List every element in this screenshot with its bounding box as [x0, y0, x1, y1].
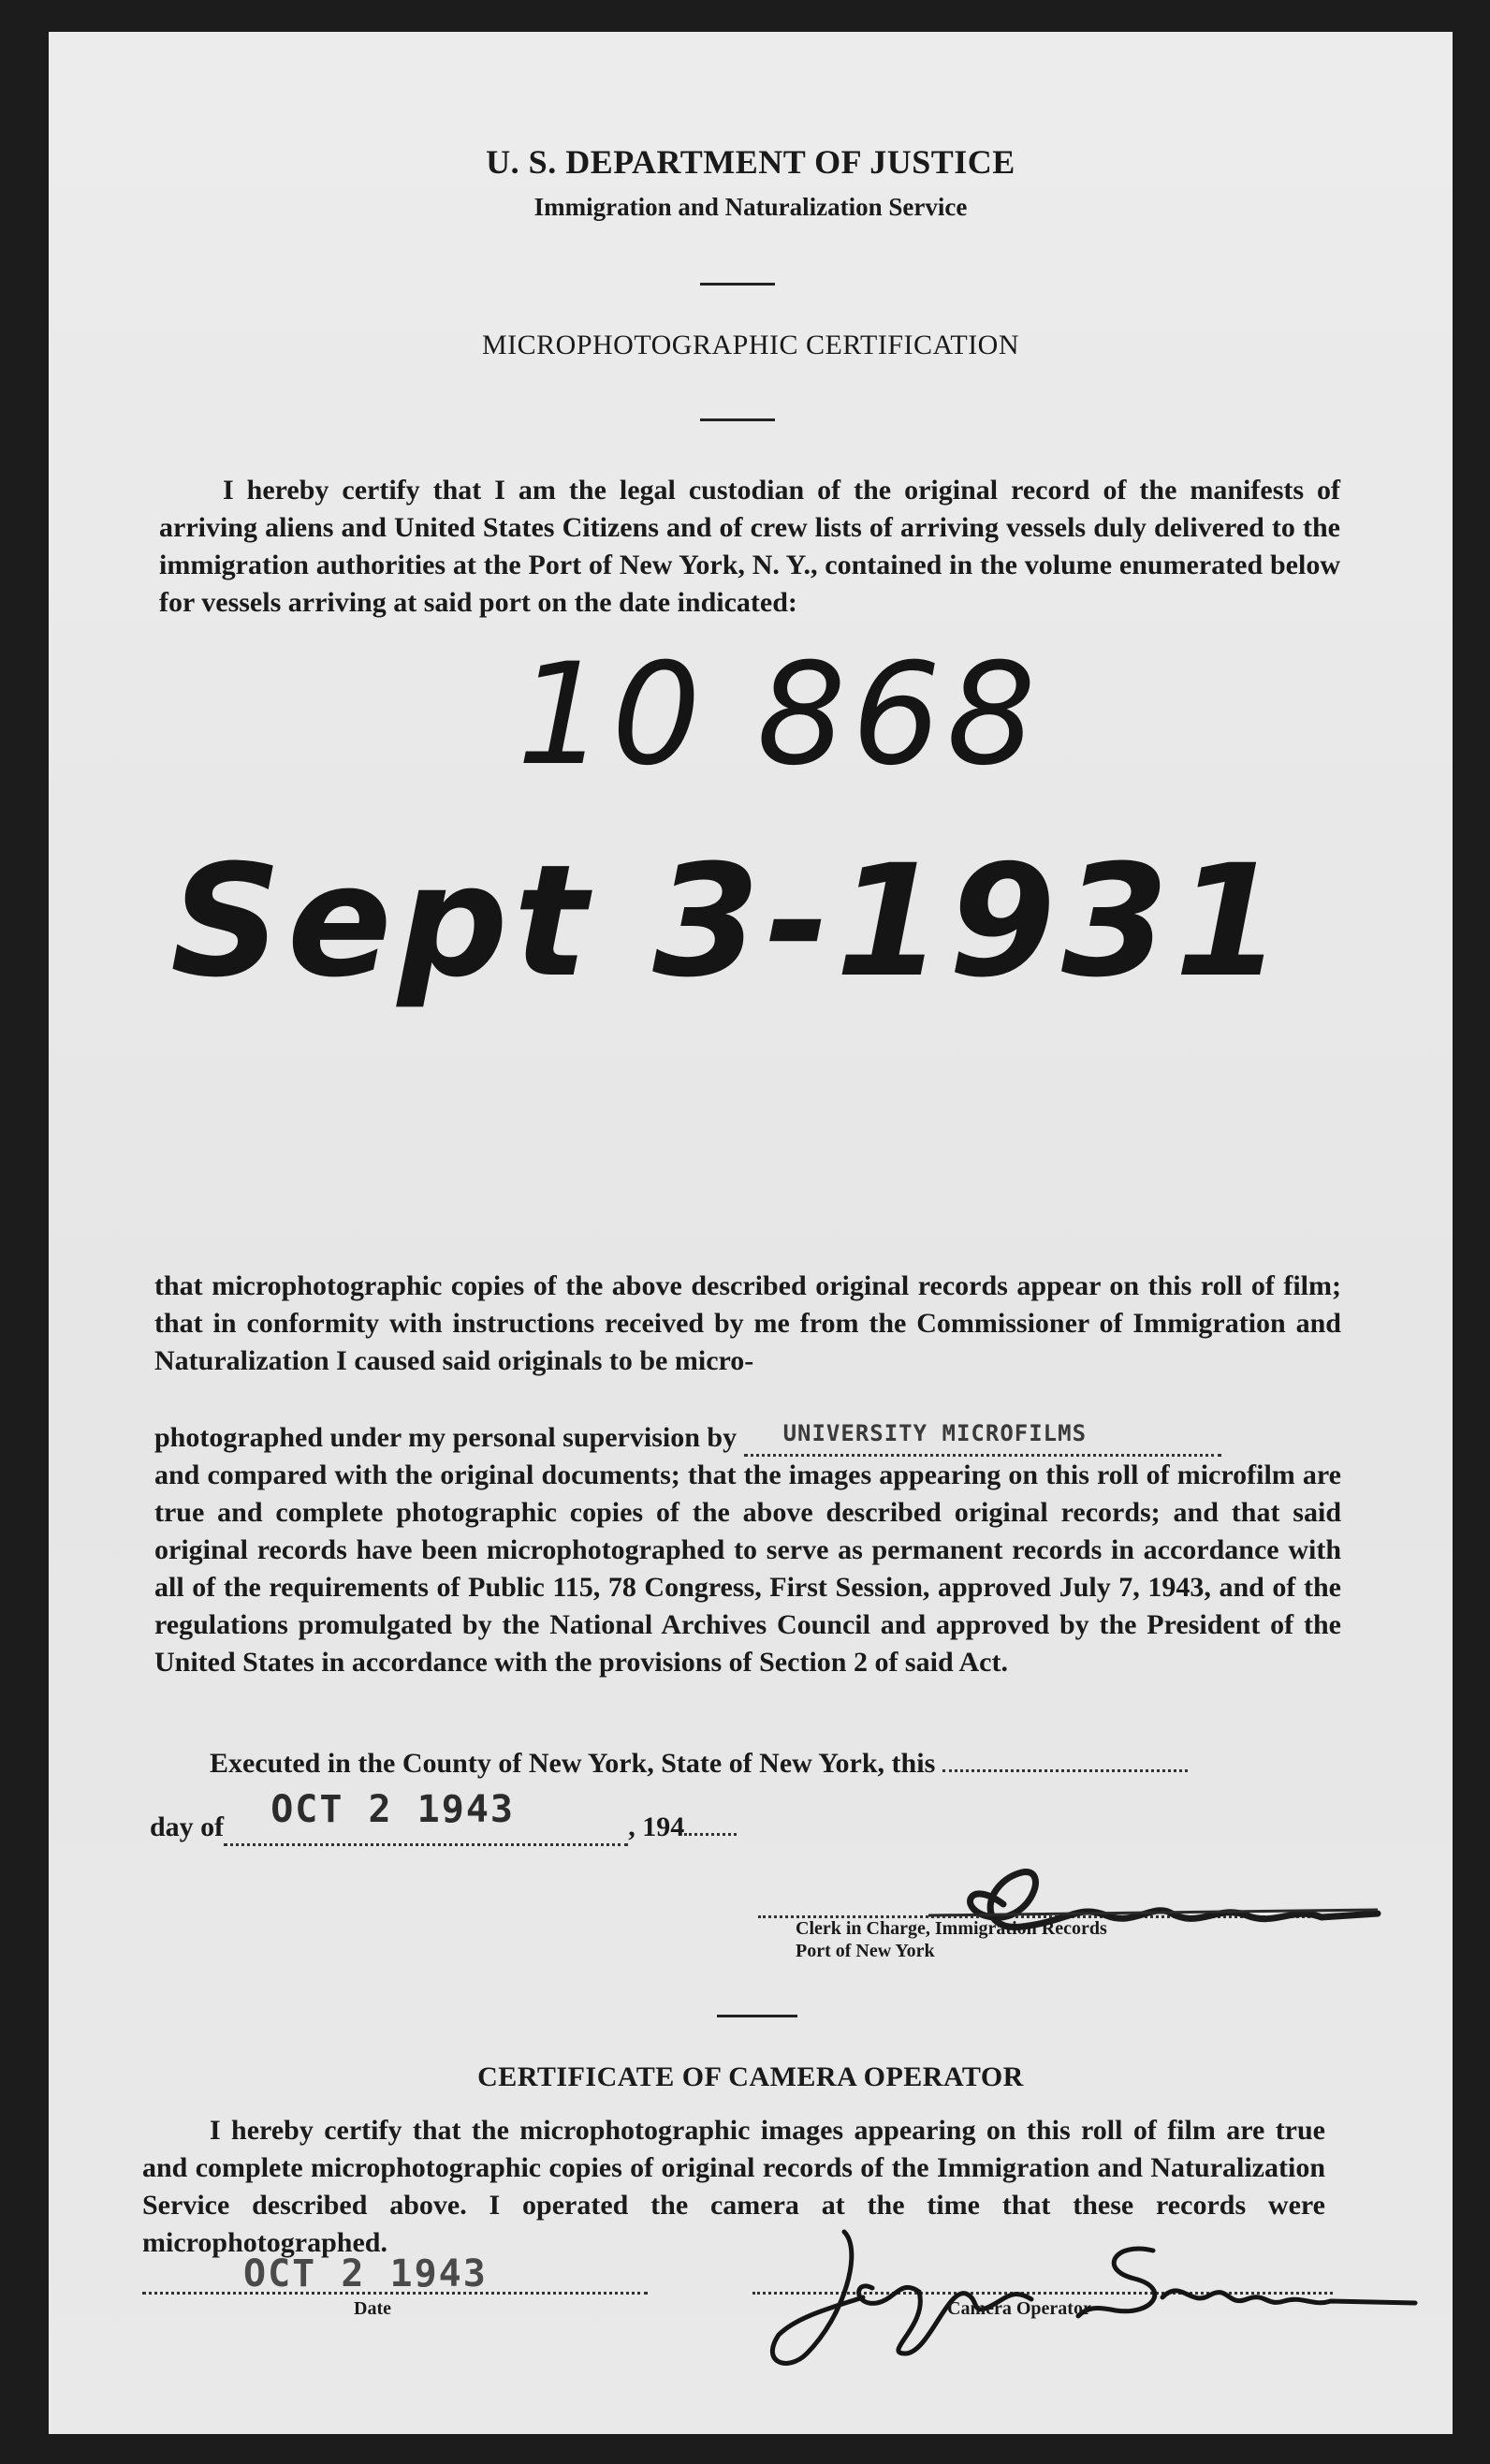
divider-line — [717, 2015, 797, 2017]
executed-blank — [942, 1747, 1188, 1772]
year-suffix: , 194 — [628, 1811, 685, 1842]
intro-paragraph — [159, 472, 1340, 622]
executed-line — [210, 1745, 1188, 1782]
clerk-office: Port of New York — [796, 1941, 935, 1961]
day-of-label: day of — [150, 1811, 225, 1842]
date-line — [142, 2284, 648, 2295]
photographed-by-line — [154, 1419, 1221, 1457]
divider-line — [700, 418, 775, 421]
certification-title: MICROPHOTOGRAPHIC CERTIFICATION — [481, 330, 1020, 360]
photographed-by-stamp: UNIVERSITY MICROFILMS — [782, 1420, 1088, 1446]
photographed-by-field — [744, 1420, 1221, 1457]
department-heading: U. S. DEPARTMENT OF JUSTICE — [486, 143, 1015, 181]
intro-text: I hereby certify that I am the legal custodian of the original record of the manifests of arriving aliens and United States Citizens and of crew lists of arriving vessels duly delivered to the immigration authorities at the Port of New York, N. Y., contained in the volume enumerated below for vessels arriving at said port on the date indicated: — [159, 475, 1340, 618]
camera-certificate-text: I hereby certify that the microphotographic images appearing on this roll of film are true and complete microphotographic copies of original records of the Immigration and Naturalization Service described above. I operated the camera at the time that these records were microphotographed. — [142, 2115, 1325, 2258]
operator-label: Camera Operator — [947, 2298, 1091, 2319]
camera-date-stamp: OCT 2 1943 — [243, 2252, 488, 2295]
day-of-field — [224, 1788, 628, 1846]
photographed-by-label: photographed under my personal supervision by — [154, 1422, 738, 1453]
day-of-line — [150, 1788, 737, 1846]
service-subheading: Immigration and Naturalization Service — [533, 193, 968, 221]
body-paragraph-1: that microphotographic copies of the above described original records appear on this roll of film; that in conformity with instructions received by me from the Commissioner of Immigration and Naturalization I caused said originals to be micro- — [154, 1270, 1341, 1376]
handwritten-arrival-date: Sept 3-1931 — [170, 831, 1288, 1011]
clerk-signature — [891, 1848, 1415, 1960]
handwritten-volume-number: 10 868 — [517, 634, 1042, 797]
clerk-title: Clerk in Charge, Immigration Records — [796, 1918, 1107, 1939]
certificate-page — [49, 32, 1453, 2434]
camera-certificate-title: CERTIFICATE OF CAMERA OPERATOR — [477, 2061, 1024, 2092]
body-paragraph-2: and compared with the original documents; that the images appearing on this roll of microfilm are true and complete photographic copies of the above described original records; and that said original records have been microphotographed to serve as permanent records in accordance with all of the requirements of Public 115, 78 Congress, First Session, approved July 7, 1943, and of the regulations promulgated by the National Archives Council and approved by the President of the United States in accordance with the provisions of Section 2 of said Act. — [154, 1459, 1341, 1678]
executed-text: Executed in the County of New York, State of New York, this — [210, 1748, 936, 1779]
divider-line — [700, 283, 775, 286]
date-stamp: OCT 2 1943 — [270, 1788, 516, 1831]
year-blank — [684, 1811, 737, 1836]
date-label: Date — [354, 2298, 391, 2319]
